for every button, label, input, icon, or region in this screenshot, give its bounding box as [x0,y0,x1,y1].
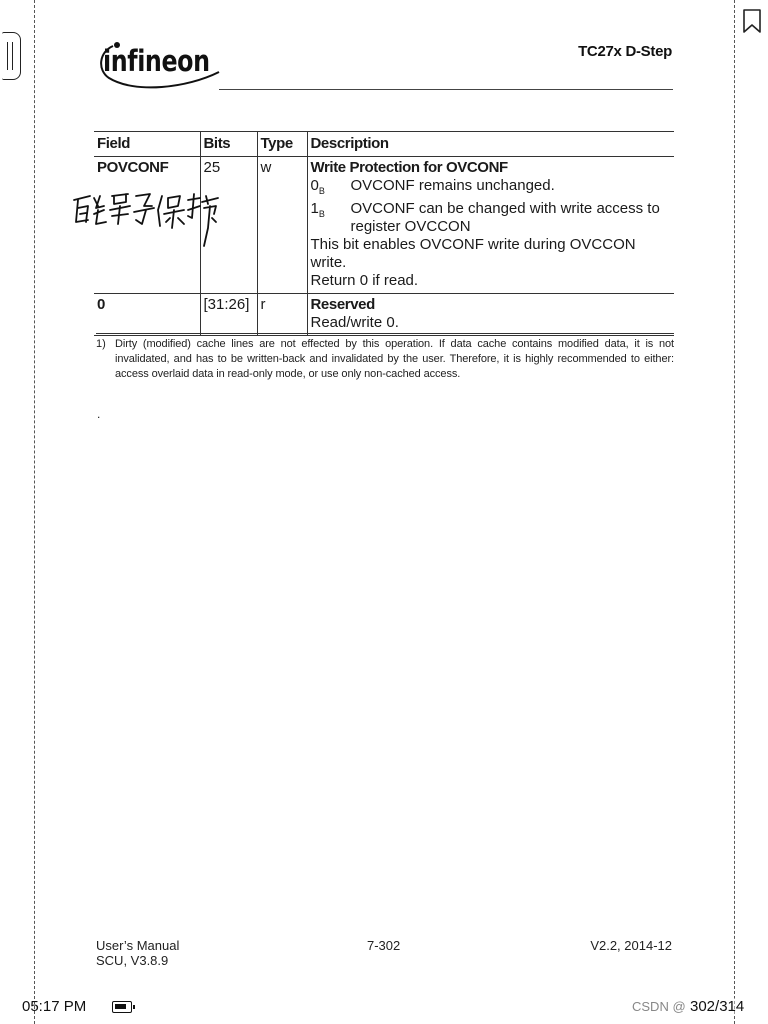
footnote [96,333,674,382]
infineon-logo [95,36,225,96]
table-header-row [94,132,674,157]
battery-level [115,1004,126,1009]
page-indicator[interactable]: 302/314 [690,998,745,1015]
description-title: Write Protection for OVCONF [310,159,508,176]
description-note: This bit enables OVCONF write during OVCCON write. [310,236,636,271]
footer-version: V2.2, 2014-12 [590,938,672,953]
header-rule [219,89,673,90]
logo-wordmark: infineon [103,44,210,78]
field-bits: [31:26] [200,294,257,336]
footnote-number: 1) [96,338,106,350]
column-header-bits: Bits [200,132,257,157]
footnote-text: Dirty (modified) cache lines are not effected by this operation. If data cache contains modified data, it is not invalidated, and has to be written-back and invalidated by the user. Therefore, it is highly recommended to either: access overlaid data in read-only mode, or use only non-cached access. [115,338,674,380]
field-description [307,157,674,294]
encoding-row [311,177,672,200]
field-name: POVCONF [94,157,200,294]
field-description [307,294,674,336]
field-bits: 25 [200,157,257,294]
column-header-type: Type [257,132,307,157]
left-margin-guide [34,0,35,1024]
encoding-text: OVCONF can be changed with write access to register OVCCON [350,200,660,235]
description-note: Return 0 if read. [310,272,419,289]
footer-manual: User’s Manual [96,938,180,953]
side-menu-icon[interactable] [2,32,21,80]
footer-left [96,938,179,968]
battery-icon [112,1001,132,1013]
encoding-row [311,200,672,236]
description-note: Read/write 0. [310,314,399,331]
encoding-text: OVCONF remains unchanged. [350,177,555,194]
encoding-value: $1_B$ [310,200,325,219]
column-header-description: Description [307,132,674,157]
csdn-watermark: CSDN @ [632,999,686,1014]
encoding-value: $0_B$ [310,177,325,196]
description-title: Reserved [310,296,375,313]
column-header-field: Field [94,132,200,157]
field-type: w [257,157,307,294]
stray-mark: . [97,407,101,421]
table-row [94,294,674,336]
handwritten-annotation [70,188,220,248]
bookmark-icon[interactable] [741,8,763,34]
field-name: 0 [94,294,200,336]
document-title: TC27x D-Step [578,43,672,60]
status-time: 05:17 PM [22,998,87,1015]
right-margin-guide [734,0,735,1024]
footer-module: SCU, V3.8.9 [96,953,169,968]
field-type: r [257,294,307,336]
footer-page-number: 7-302 [367,938,401,953]
